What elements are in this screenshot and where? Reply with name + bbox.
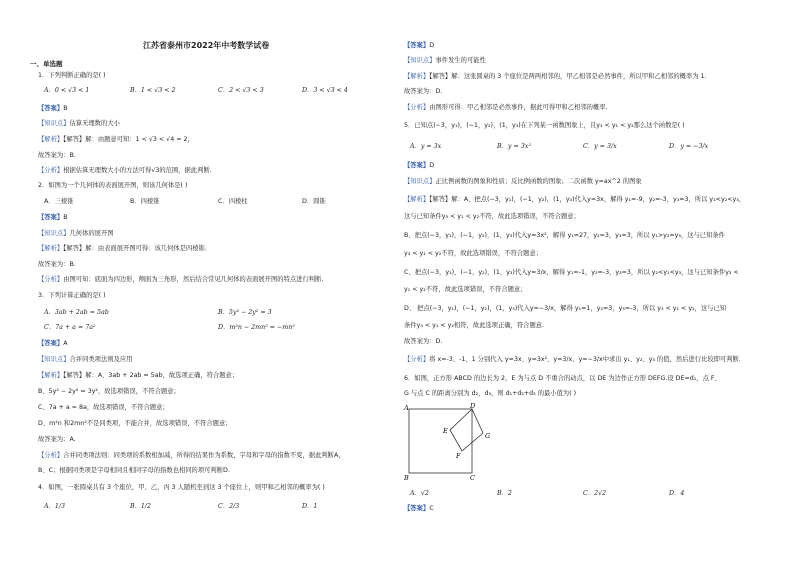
q5-solution-c: C、把点(−3，y₁)，(−1，y₂)，(1，y₃)代入y=3/x，解得 y₁=-1，y₂=-3，y₃=3，所以 y₂<y₁<y₃，这与已知条件y₃ < — [404, 269, 739, 276]
q5-option-b: B．y = 3x² — [497, 143, 531, 150]
q3-option-b: B．5y² − 2y² = 3 — [218, 309, 272, 316]
q4-solution: 【解析】【解答】解：这张圆桌的 3 个座位是两两相邻的，甲乙相邻是必然事件，所以甲和乙相邻的概率为 1. — [404, 73, 707, 80]
q3-analysis: 【分析】合并同类项法则：同类项的系数相加减，所得的结果作为系数，字母和字母的指数不变，据此判断A、 — [38, 452, 345, 459]
q5-option-d: D．y = −3/x — [669, 143, 709, 150]
q6-option-b: B．2 — [497, 490, 512, 497]
q2-knowledge: 【知识点】几何体的展开图 — [38, 230, 114, 237]
q6-option-d: D．4 — [669, 490, 685, 497]
q5-solution: 【解析】【解答】解：A、把点(−3，y₁)，(−1，y₂)，(1，y₃)代入y=3x，解得 y₁=-9，y₂=-3，y₃=3，所以 y₁<y₂<y₃， — [404, 196, 746, 203]
q1-option-b: B．1 < √3 < 2 — [130, 87, 176, 94]
q5-knowledge: 【知识点】正比例函数的图象和性质；反比例函数的图象；二次函数 y=ax^2 的图象 — [404, 178, 642, 185]
q5-conclusion: 故答案为：D. — [404, 338, 443, 345]
q2-conclusion: 故答案为：B. — [38, 261, 76, 268]
q3-stem: 3．下列计算正确的是( ) — [38, 292, 106, 299]
q2-option-c: C．四棱柱 — [218, 198, 248, 205]
q2-option-a: A．三棱锥 — [44, 198, 74, 205]
q6-square-figure — [401, 402, 501, 484]
square-defg — [450, 409, 483, 451]
q5-analysis: 【分析】将 x=-3、-1、1 分别代入 y=3x、y=3x²、y=3/x、y=−3/x中求出 y₁、y₂、y₃ 的值，然后进行比较即可判断. — [404, 356, 741, 363]
q4-answer: 【答案】D — [404, 42, 435, 49]
q5-stem: 5．已知点(−3，y₁)，(−1，y₂)，(1，y₃)在下列某一函数图象上，且y₃ < y₁ < y₂那么这个函数是( ) — [404, 122, 685, 129]
q2-stem: 2．如图为一个几何体的表面展开图，则该几何体是( ) — [38, 182, 188, 189]
right-page — [397, 0, 794, 561]
q5-answer: 【答案】D — [404, 162, 435, 169]
label-f: F — [456, 452, 461, 460]
q1-solution: 【解析】【解答】解：由题意可知：1 < √3 < √4 = 2， — [38, 136, 194, 143]
q1-stem: 1．下列判断正确的是( ) — [38, 72, 106, 79]
q5-solution-a2: 这与已知条件y₃ < y₁ < y₂不符，故此选项错误，不符合题意； — [404, 213, 580, 220]
q5-solution-b: B、把点(−3，y₁)，(−1，y₂)，(1，y₃)代入y=3x²，解得 y₁=27，y₂=3，y₃=3，所以 y₁>y₂=y₃，这与已知条件 — [404, 232, 725, 239]
q3-option-d: D．m²n − 2mn² = −mn² — [218, 324, 295, 331]
q6-option-c: C．2√2 — [583, 490, 607, 497]
q3-option-c: C．7a + a = 7a² — [44, 324, 96, 331]
q4-analysis: 【分析】由图形可得：甲乙相邻是必然事件，据此可得甲和乙相邻的概率. — [404, 104, 608, 111]
q3-knowledge: 【知识点】合并同类项法则及应用 — [38, 356, 133, 363]
q4-option-c: C．2/3 — [218, 503, 240, 510]
q2-analysis: 【分析】由图可知：底面为四边形，侧面为三角形，然后结合常见几何体的表面展开图的特点进行判断. — [38, 276, 324, 283]
q2-option-b: B．四棱锥 — [130, 198, 160, 205]
q4-stem: 4．如图，一张圆桌共有 3 个座位，甲、乙，丙 3 人随机坐到这 3 个座位上，则甲和乙相邻的概率为( ) — [38, 484, 325, 491]
label-b: B — [404, 474, 409, 482]
q4-knowledge: 【知识点】事件发生的可能性 — [404, 57, 486, 64]
exam-title: 江苏省泰州市2022年中考数学试卷 — [143, 41, 270, 50]
q5-solution-b2: y₃ < y₁ < y₂不符，故此选项错误，不符合题意； — [404, 250, 543, 257]
q2-answer: 【答案】B — [38, 214, 68, 221]
q3-solution-c: C、7a + a = 8a，故选项错误，不符合题意； — [38, 404, 169, 411]
q4-option-b: B．1/2 — [130, 503, 152, 510]
q2-solution: 【解析】【解答】解：由表面展开图可得：该几何体是四棱锥. — [38, 245, 207, 252]
q1-knowledge: 【知识点】估算无理数的大小 — [38, 120, 120, 127]
q3-option-a: A．3ab + 2ab = 5ab — [44, 309, 109, 316]
q3-solution-d: D、m²n 和2mn²不是同类项，不能合并，故选项错误，不符合题意； — [38, 420, 232, 427]
label-a: A — [404, 404, 409, 412]
q5-solution-d2: 条件y₃ < y₁ < y₂相符，故此选项正确，符合题意. — [404, 322, 545, 329]
q3-solution-b: B、5y² − 2y² = 3y²，故选项错误，不符合题意； — [38, 388, 180, 395]
q6-stem-cont: G 与点 C 的距离分别为 d₂，d₃，则 d₁+d₂+d₃ 的最小值为( ) — [404, 390, 577, 397]
label-g: G — [485, 432, 491, 440]
q6-answer: 【答案】C — [404, 505, 434, 512]
q2-option-d: D．圆锥 — [302, 198, 326, 205]
q4-option-a: A．1/3 — [44, 503, 65, 510]
q3-answer: 【答案】A — [38, 340, 68, 347]
label-c: C — [470, 474, 475, 482]
q6-option-a: A．√2 — [410, 490, 429, 497]
q1-option-a: A．0 < √3 < 1 — [44, 87, 90, 94]
q1-option-c: C．2 < √3 < 3 — [218, 87, 264, 94]
q3-solution: 【解析】【解答】解：A、3ab + 2ab = 5ab，故选项正确，符合题意； — [38, 372, 239, 379]
q3-analysis-cont: B、C；根据同类项是字母相同且相同字母的指数也相同的项可判断D. — [38, 467, 230, 474]
q6-stem: 6．如图，正方形 ABCD 的边长为 2，E 为与点 D 不重合的动点，以 DE 为边作正方形 DEFG.设 DE=d₁，点 F、 — [404, 375, 721, 382]
q1-analysis: 【分析】根据估算无理数大小的方法可得√3的范围，据此判断. — [38, 167, 212, 174]
q4-option-d: D．1 — [302, 503, 318, 510]
q1-conclusion: 故答案为：B. — [38, 152, 76, 159]
q5-solution-c2: y₁ < y₂不符，故此选项错误，不符合题意； — [404, 286, 527, 293]
q5-option-a: A．y = 3x — [410, 143, 442, 150]
q5-solution-d: D、 把点(−3，y₁)，(−1，y₂)，(1，y₃)代入y=−3/x，解得 y₁=1，y₂=3，y₃=-3，所以 y₃ < y₁ < y₂，这与已知 — [404, 305, 727, 312]
q5-option-c: C．y = 3/x — [583, 143, 617, 150]
label-e: E — [443, 427, 448, 435]
q4-conclusion: 故答案为：D. — [404, 88, 443, 95]
q1-option-d: D．3 < √3 < 4 — [302, 87, 348, 94]
square-abcd — [409, 409, 472, 473]
label-d: D — [470, 402, 476, 410]
section-heading: 一、单选题 — [30, 60, 63, 68]
q1-answer: 【答案】B — [38, 105, 68, 112]
q3-conclusion: 故答案为：A. — [38, 436, 76, 443]
